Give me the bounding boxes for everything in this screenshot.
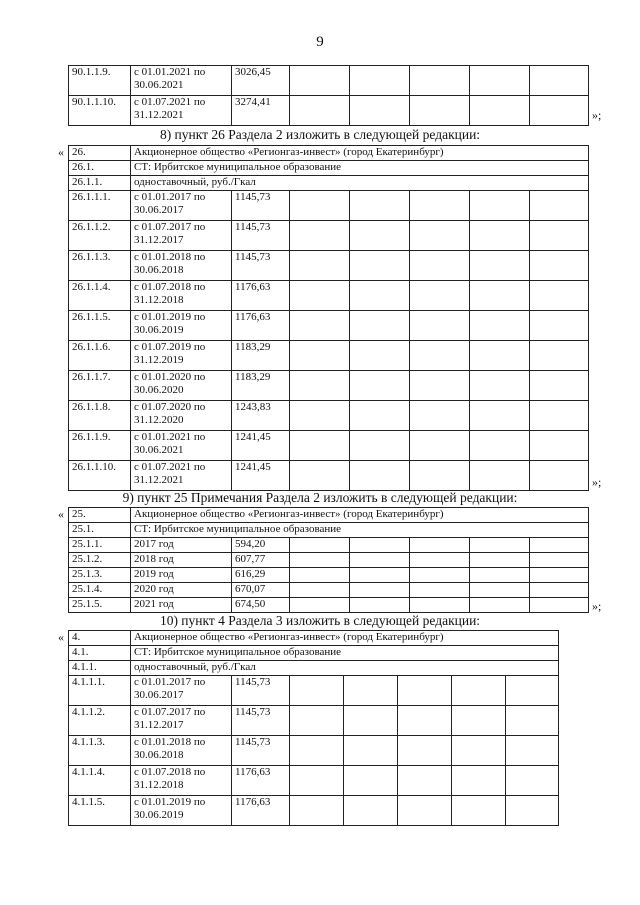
empty-cell (350, 311, 410, 341)
period-start: с 01.07.2017 по (134, 221, 206, 233)
period-start: с 01.01.2018 по (134, 736, 206, 748)
empty-cell (290, 401, 350, 431)
territory-code: 26.1. (69, 161, 131, 176)
table-row (69, 796, 559, 826)
tariff-table-90 (68, 65, 589, 126)
table-row (69, 766, 559, 796)
row-value: 1145,73 (232, 676, 290, 706)
tariff-code: 26.1.1. (69, 176, 131, 191)
row-value: 616,29 (232, 568, 290, 583)
table-row (69, 311, 589, 341)
row-period (131, 341, 232, 371)
empty-cell (470, 553, 530, 568)
empty-cell (470, 251, 530, 281)
row-period (131, 311, 232, 341)
row-value: 1176,63 (232, 311, 290, 341)
period-start: с 01.07.2021 по (134, 461, 206, 473)
empty-cell (530, 281, 589, 311)
row-code: 26.1.1.3. (69, 251, 131, 281)
row-value: 1176,63 (232, 766, 290, 796)
row-value: 607,77 (232, 553, 290, 568)
empty-cell (290, 251, 350, 281)
open-quote: « (58, 145, 64, 159)
empty-cell (410, 281, 470, 311)
row-value: 3026,45 (232, 66, 290, 96)
period-end: 31.12.2019 (134, 354, 184, 366)
row-period (131, 431, 232, 461)
territory-row (69, 646, 559, 661)
empty-cell (530, 341, 589, 371)
empty-cell (470, 538, 530, 553)
empty-cell (452, 706, 506, 736)
tariff-code: 4.1.1. (69, 661, 131, 676)
empty-cell (530, 311, 589, 341)
empty-cell (290, 191, 350, 221)
empty-cell (410, 401, 470, 431)
period-end: 30.06.2018 (134, 264, 184, 276)
empty-cell (470, 221, 530, 251)
empty-cell (530, 371, 589, 401)
row-period (131, 221, 232, 251)
empty-cell (350, 66, 410, 96)
row-period (131, 66, 232, 96)
empty-cell (344, 796, 398, 826)
empty-cell (506, 766, 559, 796)
empty-cell (470, 568, 530, 583)
tariff-type-row (69, 661, 559, 676)
empty-cell (410, 568, 470, 583)
empty-cell (350, 431, 410, 461)
period-end: 31.12.2018 (134, 779, 184, 791)
row-period (131, 796, 232, 826)
empty-cell (530, 191, 589, 221)
empty-cell (452, 736, 506, 766)
empty-cell (470, 598, 530, 613)
close-mark: »; (592, 108, 602, 122)
org-code: 26. (69, 146, 131, 161)
close-mark: »; (592, 599, 602, 613)
tariff-name: одноставочный, руб./Гкал (131, 661, 559, 676)
row-code: 4.1.1.2. (69, 706, 131, 736)
period-end: 31.12.2018 (134, 294, 184, 306)
empty-cell (344, 676, 398, 706)
period-start: с 01.01.2017 по (134, 191, 206, 203)
row-period (131, 461, 232, 491)
territory-name: СТ: Ирбитское муниципальное образование (131, 161, 589, 176)
row-code: 4.1.1.3. (69, 736, 131, 766)
row-code: 25.1.3. (69, 568, 131, 583)
empty-cell (290, 736, 344, 766)
row-value: 1145,73 (232, 221, 290, 251)
empty-cell (410, 191, 470, 221)
row-code: 90.1.1.10. (69, 96, 131, 126)
empty-cell (350, 461, 410, 491)
empty-cell (290, 221, 350, 251)
tariff-table-4 (68, 630, 559, 826)
empty-cell (290, 676, 344, 706)
tariff-table-26 (68, 145, 589, 491)
row-code: 26.1.1.1. (69, 191, 131, 221)
table-row (69, 461, 589, 491)
row-year: 2017 год (131, 538, 232, 553)
row-code: 26.1.1.7. (69, 371, 131, 401)
empty-cell (290, 311, 350, 341)
period-start: с 01.01.2019 по (134, 796, 206, 808)
table-row (69, 676, 559, 706)
table-row (69, 401, 589, 431)
row-code: 26.1.1.6. (69, 341, 131, 371)
section-heading-9: 9) пункт 25 Примечания Раздела 2 изложить в следующей редакции: (122, 490, 518, 505)
empty-cell (470, 281, 530, 311)
empty-cell (344, 736, 398, 766)
row-code: 4.1.1.4. (69, 766, 131, 796)
empty-cell (410, 341, 470, 371)
empty-cell (452, 676, 506, 706)
row-value: 594,20 (232, 538, 290, 553)
empty-cell (410, 221, 470, 251)
empty-cell (350, 401, 410, 431)
period-start: с 01.01.2019 по (134, 311, 206, 323)
row-period (131, 736, 232, 766)
table-row (69, 538, 589, 553)
empty-cell (470, 371, 530, 401)
row-period (131, 371, 232, 401)
period-start: с 01.07.2017 по (134, 706, 206, 718)
empty-cell (350, 96, 410, 126)
table-row (69, 341, 589, 371)
empty-cell (290, 431, 350, 461)
table-row (69, 706, 559, 736)
empty-cell (410, 96, 470, 126)
empty-cell (410, 583, 470, 598)
empty-cell (290, 281, 350, 311)
empty-cell (410, 461, 470, 491)
table-row (69, 66, 589, 96)
empty-cell (290, 796, 344, 826)
row-year: 2020 год (131, 583, 232, 598)
empty-cell (344, 706, 398, 736)
row-year: 2019 год (131, 568, 232, 583)
empty-cell (398, 766, 452, 796)
empty-cell (530, 401, 589, 431)
table-row (69, 191, 589, 221)
note-rows (69, 538, 589, 613)
empty-cell (530, 553, 589, 568)
row-period (131, 96, 232, 126)
empty-cell (290, 568, 350, 583)
empty-cell (530, 538, 589, 553)
row-code: 4.1.1.5. (69, 796, 131, 826)
empty-cell (470, 583, 530, 598)
row-period (131, 251, 232, 281)
period-end: 31.12.2017 (134, 719, 184, 731)
empty-cell (506, 706, 559, 736)
empty-cell (350, 553, 410, 568)
org-row (69, 631, 559, 646)
empty-cell (290, 341, 350, 371)
table-row (69, 553, 589, 568)
open-quote: « (58, 630, 64, 644)
empty-cell (290, 766, 344, 796)
row-code: 26.1.1.8. (69, 401, 131, 431)
row-period (131, 191, 232, 221)
org-name: Акционерное общество «Регионгаз-инвест» (город Екатеринбург) (131, 631, 559, 646)
empty-cell (290, 96, 350, 126)
empty-cell (290, 461, 350, 491)
page-number: 9 (316, 34, 324, 50)
empty-cell (350, 583, 410, 598)
period-start: с 01.01.2020 по (134, 371, 206, 383)
row-code: 26.1.1.2. (69, 221, 131, 251)
empty-cell (470, 96, 530, 126)
tariff-name: одноставочный, руб./Гкал (131, 176, 589, 191)
empty-cell (470, 431, 530, 461)
row-code: 26.1.1.10. (69, 461, 131, 491)
empty-cell (398, 736, 452, 766)
period-end: 30.06.2020 (134, 384, 184, 396)
row-value: 1145,73 (232, 191, 290, 221)
period-end: 31.12.2020 (134, 414, 184, 426)
row-value: 670,07 (232, 583, 290, 598)
section-heading-8: 8) пункт 26 Раздела 2 изложить в следующей редакции: (159, 127, 481, 142)
org-code: 25. (69, 508, 131, 523)
empty-cell (350, 371, 410, 401)
territory-name: СТ: Ирбитское муниципальное образование (131, 646, 559, 661)
row-code: 25.1.2. (69, 553, 131, 568)
empty-cell (290, 706, 344, 736)
period-end: 30.06.2021 (134, 79, 184, 91)
empty-cell (470, 401, 530, 431)
empty-cell (350, 568, 410, 583)
period-start: с 01.07.2019 по (134, 341, 206, 353)
row-period (131, 706, 232, 736)
empty-cell (290, 66, 350, 96)
empty-cell (398, 676, 452, 706)
period-start: с 01.01.2017 по (134, 676, 206, 688)
territory-code: 4.1. (69, 646, 131, 661)
close-mark: »; (592, 475, 602, 489)
period-end: 30.06.2017 (134, 689, 184, 701)
period-end: 30.06.2019 (134, 809, 184, 821)
period-start: с 01.07.2018 по (134, 766, 206, 778)
empty-cell (410, 538, 470, 553)
row-value: 3274,41 (232, 96, 290, 126)
period-start: с 01.07.2018 по (134, 281, 206, 293)
row-code: 25.1.4. (69, 583, 131, 598)
row-value: 1241,45 (232, 461, 290, 491)
table-row (69, 598, 589, 613)
period-start: с 01.07.2021 по (134, 96, 206, 108)
row-code: 90.1.1.9. (69, 66, 131, 96)
org-row (69, 146, 589, 161)
period-start: с 01.07.2020 по (134, 401, 206, 413)
period-end: 30.06.2021 (134, 444, 184, 456)
territory-name: СТ: Ирбитское муниципальное образование (131, 523, 589, 538)
row-value: 674,50 (232, 598, 290, 613)
empty-cell (530, 568, 589, 583)
row-value: 1145,73 (232, 706, 290, 736)
section-heading-10: 10) пункт 4 Раздела 3 изложить в следующей редакции: (159, 613, 481, 628)
row-value: 1176,63 (232, 281, 290, 311)
empty-cell (350, 251, 410, 281)
tariff-rows (69, 191, 589, 491)
empty-cell (350, 538, 410, 553)
period-end: 31.12.2021 (134, 109, 184, 121)
empty-cell (530, 598, 589, 613)
org-row (69, 508, 589, 523)
territory-row (69, 161, 589, 176)
empty-cell (290, 371, 350, 401)
empty-cell (530, 461, 589, 491)
period-start: с 01.01.2021 по (134, 431, 206, 443)
org-name: Акционерное общество «Регионгаз-инвест» (город Екатеринбург) (131, 508, 589, 523)
period-end: 31.12.2017 (134, 234, 184, 246)
period-end: 31.12.2021 (134, 474, 184, 486)
row-value: 1145,73 (232, 736, 290, 766)
empty-cell (410, 598, 470, 613)
empty-cell (350, 598, 410, 613)
empty-cell (410, 251, 470, 281)
table-row (69, 251, 589, 281)
row-year: 2018 год (131, 553, 232, 568)
row-code: 4.1.1.1. (69, 676, 131, 706)
empty-cell (290, 598, 350, 613)
period-end: 30.06.2017 (134, 204, 184, 216)
row-value: 1176,63 (232, 796, 290, 826)
empty-cell (350, 341, 410, 371)
empty-cell (530, 583, 589, 598)
row-period (131, 676, 232, 706)
table-row (69, 281, 589, 311)
empty-cell (530, 431, 589, 461)
row-period (131, 281, 232, 311)
empty-cell (410, 431, 470, 461)
empty-cell (410, 553, 470, 568)
table-row (69, 371, 589, 401)
period-end: 30.06.2018 (134, 749, 184, 761)
period-start: с 01.01.2018 по (134, 251, 206, 263)
empty-cell (350, 191, 410, 221)
note-table-25 (68, 507, 589, 613)
empty-cell (470, 341, 530, 371)
empty-cell (506, 736, 559, 766)
row-code: 26.1.1.4. (69, 281, 131, 311)
table-row (69, 736, 559, 766)
empty-cell (530, 221, 589, 251)
empty-cell (530, 66, 589, 96)
empty-cell (470, 191, 530, 221)
empty-cell (398, 796, 452, 826)
territory-code: 25.1. (69, 523, 131, 538)
row-code: 26.1.1.5. (69, 311, 131, 341)
territory-row (69, 523, 589, 538)
tariff-rows (69, 66, 589, 126)
row-value: 1243,83 (232, 401, 290, 431)
empty-cell (344, 766, 398, 796)
table-row (69, 221, 589, 251)
empty-cell (452, 796, 506, 826)
empty-cell (530, 96, 589, 126)
empty-cell (410, 66, 470, 96)
empty-cell (410, 311, 470, 341)
row-value: 1183,29 (232, 371, 290, 401)
empty-cell (398, 706, 452, 736)
empty-cell (452, 766, 506, 796)
row-value: 1145,73 (232, 251, 290, 281)
row-code: 26.1.1.9. (69, 431, 131, 461)
empty-cell (410, 371, 470, 401)
empty-cell (350, 281, 410, 311)
empty-cell (470, 311, 530, 341)
open-quote: « (58, 507, 64, 521)
table-row (69, 583, 589, 598)
empty-cell (350, 221, 410, 251)
empty-cell (530, 251, 589, 281)
empty-cell (470, 461, 530, 491)
table-row (69, 568, 589, 583)
row-code: 25.1.5. (69, 598, 131, 613)
empty-cell (290, 583, 350, 598)
tariff-rows (69, 676, 559, 826)
table-row (69, 96, 589, 126)
empty-cell (290, 538, 350, 553)
empty-cell (506, 676, 559, 706)
empty-cell (506, 796, 559, 826)
row-period (131, 401, 232, 431)
org-name: Акционерное общество «Регионгаз-инвест» (город Екатеринбург) (131, 146, 589, 161)
row-value: 1183,29 (232, 341, 290, 371)
tariff-type-row (69, 176, 589, 191)
org-code: 4. (69, 631, 131, 646)
table-row (69, 431, 589, 461)
row-value: 1241,45 (232, 431, 290, 461)
empty-cell (290, 553, 350, 568)
period-start: с 01.01.2021 по (134, 66, 206, 78)
row-period (131, 766, 232, 796)
row-year: 2021 год (131, 598, 232, 613)
empty-cell (470, 66, 530, 96)
period-end: 30.06.2019 (134, 324, 184, 336)
row-code: 25.1.1. (69, 538, 131, 553)
